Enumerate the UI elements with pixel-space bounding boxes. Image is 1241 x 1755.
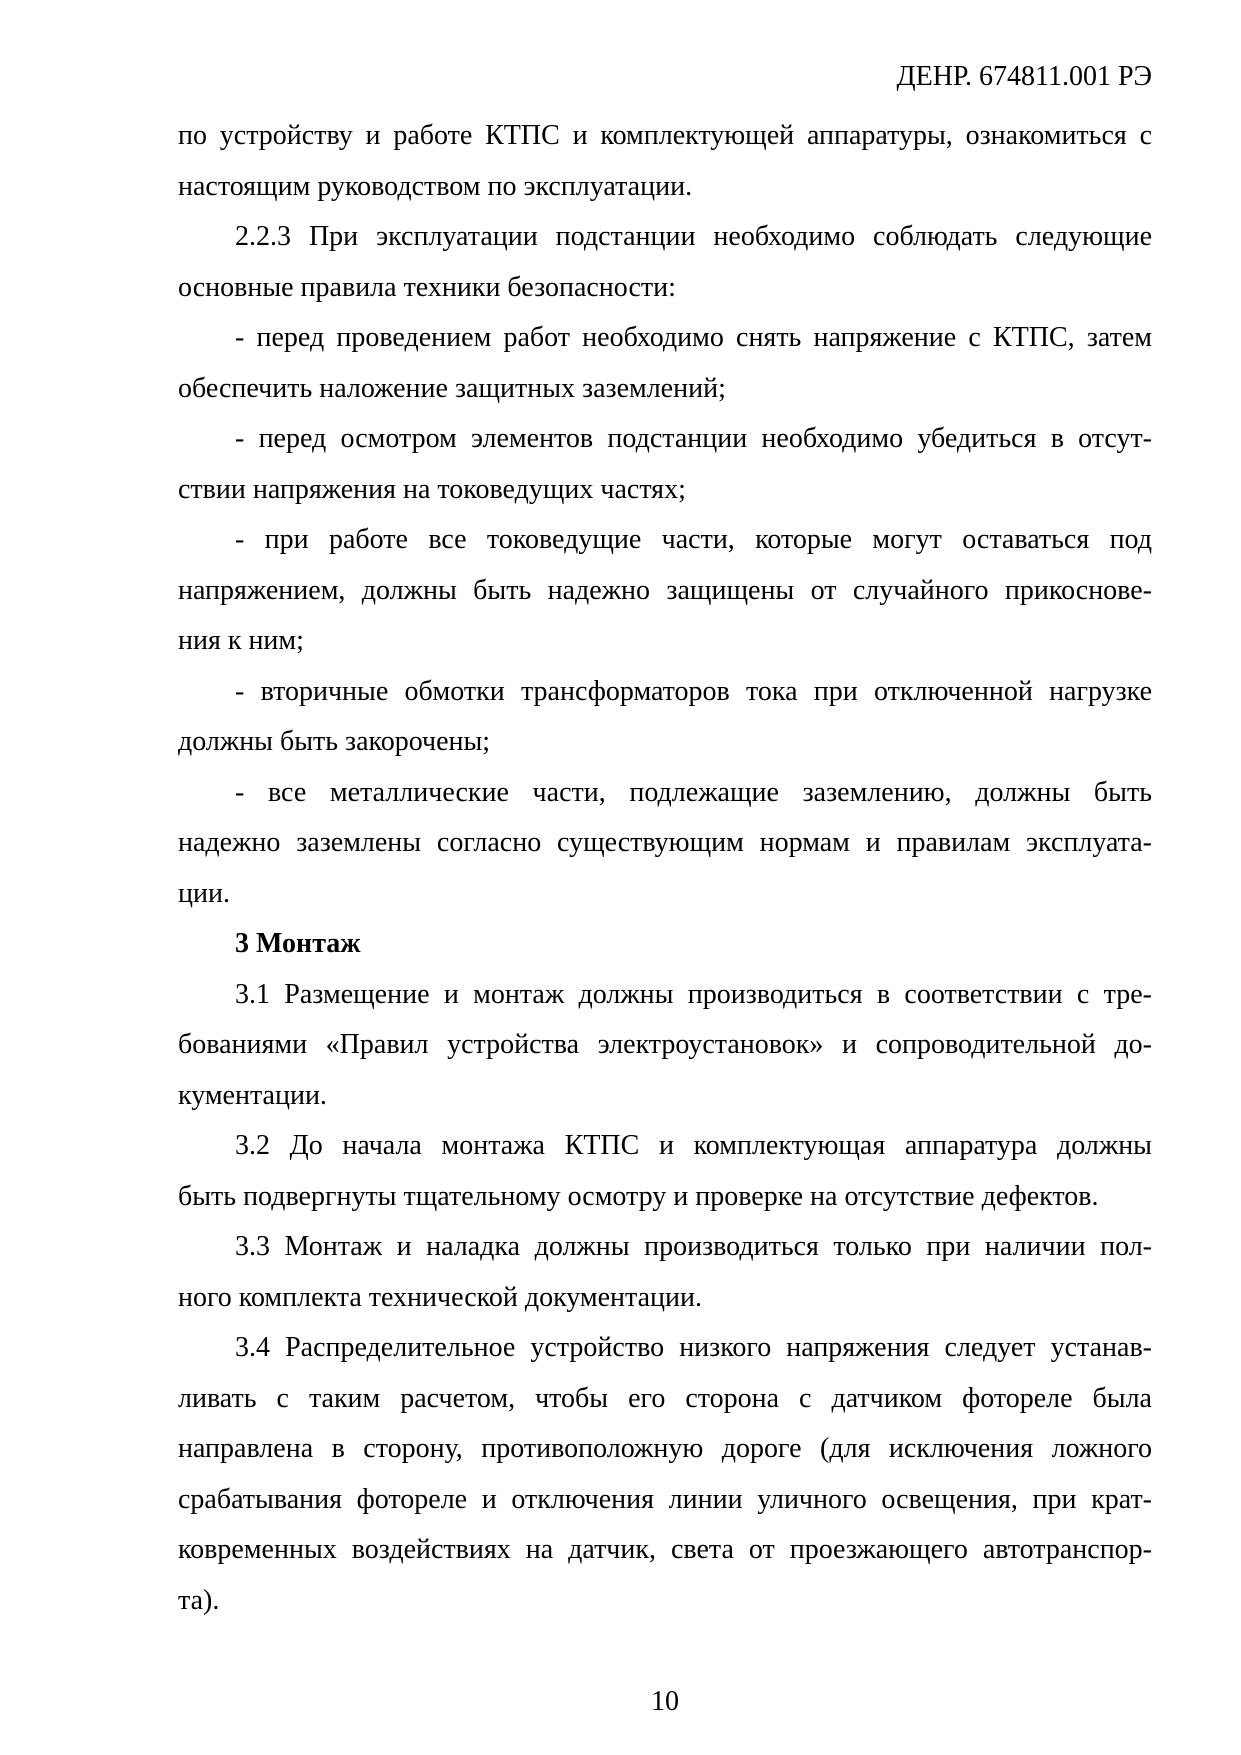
- text-line: 3.1 Размещение и монтаж должны производиться в соответствии с тре-: [235, 978, 1152, 1010]
- text-line: быть подвергнуты тщательному осмотру и проверке на отсутствие дефектов.: [178, 1180, 1099, 1212]
- text-line: ции.: [178, 877, 230, 909]
- document-body: [178, 111, 1152, 1626]
- text-line: - все металлические части, подлежащие заземлению, должны быть: [235, 776, 1152, 808]
- text-line: направлена в сторону, противоположную дороге (для исключения ложного: [178, 1433, 1152, 1464]
- text-line: основные правила техники безопасности:: [178, 271, 676, 303]
- text-line: ковременных воздействиях на датчик, света от проезжающего автотранспор-: [178, 1534, 1152, 1565]
- text-line: бованиями «Правил устройства электроустановок» и сопроводительной до-: [178, 1029, 1152, 1060]
- text-line: - перед осмотром элементов подстанции необходимо убедиться в отсут-: [235, 423, 1152, 454]
- page-number: 10: [651, 1686, 679, 1717]
- text-line: ного комплекта технической документации.: [178, 1281, 703, 1313]
- document-code-header: ДЕНР. 674811.001 РЭ: [896, 61, 1152, 92]
- text-line: та).: [178, 1584, 220, 1616]
- text-line: должны быть закорочены;: [178, 726, 491, 757]
- text-line: срабатывания фотореле и отключения линии уличного освещения, при крат-: [178, 1483, 1152, 1515]
- text-line: - вторичные обмотки трансформаторов тока при отключенной нагрузке: [235, 675, 1152, 707]
- text-line: 3.4 Распределительное устройство низкого напряжения следует устанав-: [235, 1332, 1152, 1363]
- text-line: ствии напряжения на токоведущих частях;: [178, 473, 686, 505]
- text-line: напряжением, должны быть надежно защищены от случайного прикоснове-: [178, 574, 1152, 606]
- text-line: - перед проведением работ необходимо снять напряжение с КТПС, затем: [235, 322, 1152, 353]
- text-line: 2.2.3 При эксплуатации подстанции необходимо соблюдать следующие: [235, 221, 1152, 252]
- text-line: надежно заземлены согласно существующим нормам и правилам эксплуата-: [178, 827, 1152, 858]
- text-line: ния к ним;: [178, 625, 304, 656]
- section-heading: 3 Монтаж: [235, 928, 361, 959]
- text-line: 3.2 До начала монтажа КТПС и комплектующая аппаратура должны: [235, 1130, 1152, 1161]
- text-line: кументации.: [178, 1079, 327, 1111]
- text-line: по устройству и работе КТПС и комплектующей аппаратуры, ознакомиться с: [178, 120, 1152, 151]
- text-line: настоящим руководством по эксплуатации.: [178, 170, 693, 202]
- text-line: 3.3 Монтаж и наладка должны производиться только при наличии пол-: [235, 1231, 1152, 1262]
- text-line: - при работе все токоведущие части, которые могут оставаться под: [235, 524, 1152, 555]
- text-line: обеспечить наложение защитных заземлений;: [178, 372, 726, 404]
- text-line: ливать с таким расчетом, чтобы его сторона с датчиком фотореле была: [178, 1382, 1152, 1414]
